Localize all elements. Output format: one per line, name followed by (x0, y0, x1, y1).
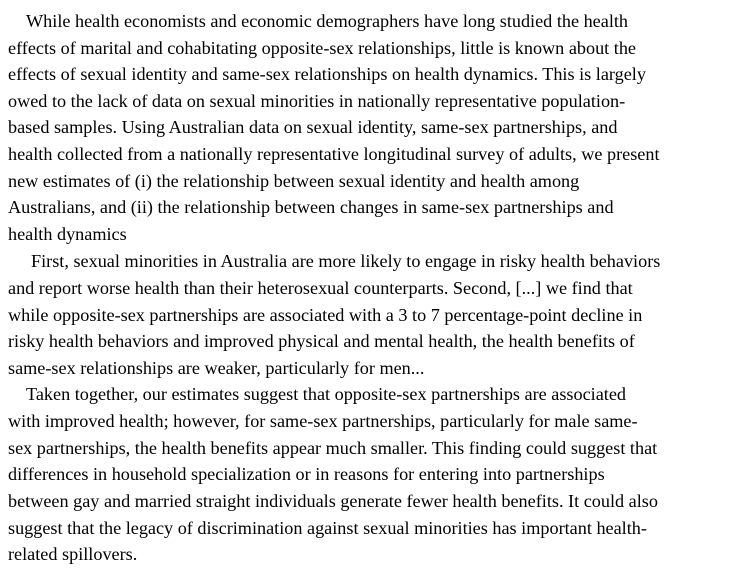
paragraph-1-line-1: While health economists and economic demographers have long studied the health (26, 11, 629, 31)
paragraph-2-line-2: and report worse health than their heterosexual counterparts. Second, [...] we find that (8, 278, 633, 298)
paragraph-2-line-4: risky health behaviors and improved physical and mental health, the health benefits of (8, 331, 635, 351)
paragraph-1-line-7: new estimates of (i) the relationship between sexual identity and health among (8, 171, 580, 191)
paragraph-2-line-3: while opposite-sex partnerships are associated with a 3 to 7 percentage-point decline in (8, 305, 643, 325)
paragraph-2-line-5: same-sex relationships are weaker, particularly for men... (8, 358, 425, 378)
paragraph-1-line-4: owed to the lack of data on sexual minorities in nationally representative population- (8, 91, 626, 111)
paragraph-1-line-3: effects of sexual identity and same-sex relationships on health dynamics. This is largely (8, 64, 646, 84)
paragraph-2-line-1: First, sexual minorities in Australia are more likely to engage in risky health behaviors (31, 251, 661, 271)
paragraph-3-line-5: between gay and married straight individuals generate fewer health benefits. It could also (8, 491, 658, 511)
paragraph-3-line-7: related spillovers. (8, 544, 138, 564)
paragraph-3-line-4: differences in household specialization or in reasons for entering into partnerships (8, 464, 605, 484)
paragraph-3-line-2: with improved health; however, for same-sex partnerships, particularly for male same- (8, 411, 638, 431)
paragraph-1-line-5: based samples. Using Australian data on sexual identity, same-sex partnerships, and (8, 117, 618, 137)
paragraph-3-line-1: Taken together, our estimates suggest that opposite-sex partnerships are associated (26, 384, 627, 404)
paragraph-3-line-3: sex partnerships, the health benefits appear much smaller. This finding could suggest that (8, 438, 658, 458)
paragraph-1-line-9: health dynamics (8, 224, 127, 244)
paragraph-3-line-6: suggest that the legacy of discrimination against sexual minorities has important health- (8, 518, 647, 538)
paragraph-1-line-8: Australians, and (ii) the relationship between changes in same-sex partnerships and (8, 197, 614, 217)
paragraph-1-line-2: effects of marital and cohabitating opposite-sex relationships, little is known about the (8, 38, 636, 58)
paragraph-1-line-6: health collected from a nationally representative longitudinal survey of adults, we present (8, 144, 660, 164)
